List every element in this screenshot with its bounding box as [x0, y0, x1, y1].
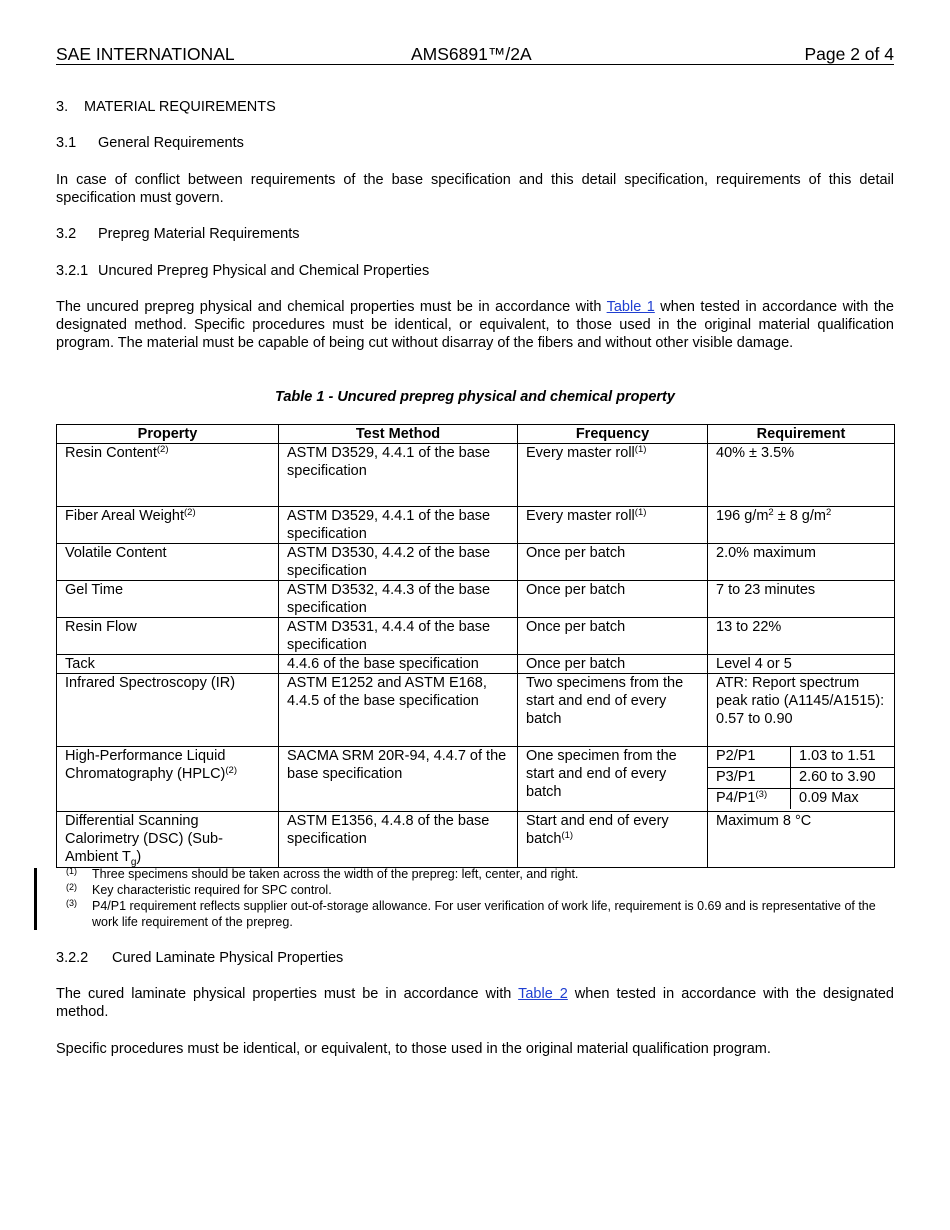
- section-3-heading: [56, 98, 276, 116]
- subtable-row: [708, 747, 894, 768]
- column-header-property: Property: [57, 425, 279, 444]
- cell-frequency: Once per batch: [518, 655, 708, 674]
- ratio-label: P2/P1: [708, 747, 791, 768]
- cell-method: ASTM E1356, 4.4.8 of the base specification: [279, 812, 518, 868]
- table-row: [57, 544, 895, 581]
- cell-frequency: [518, 444, 708, 507]
- footnote-mark: (1): [66, 866, 77, 876]
- cell-text: Start and end of every batch: [526, 813, 669, 847]
- section-3-2-1-text: [56, 298, 894, 352]
- cell-frequency: Once per batch: [518, 618, 708, 655]
- table-1-caption: Table 1 - Uncured prepreg physical and chemical property: [275, 389, 675, 405]
- cell-requirement: ATR: Report spectrum peak ratio (A1145/A1515): 0.57 to 0.90: [708, 674, 895, 747]
- footnote: [56, 898, 894, 930]
- table-row: [57, 618, 895, 655]
- section-number: 3.: [56, 99, 69, 115]
- table-1-link[interactable]: Table 1: [606, 299, 655, 315]
- footnote-mark: (3): [66, 898, 77, 908]
- cell-property: Gel Time: [57, 581, 279, 618]
- table-row: [57, 747, 895, 812]
- section-3-1-text: In case of conflict between requirements of the base specification and this detail specification, requirements of this detail specification must govern.: [56, 172, 894, 206]
- table-2-link[interactable]: Table 2: [518, 986, 568, 1002]
- cell-method: ASTM D3529, 4.4.1 of the base specification: [279, 507, 518, 544]
- cell-frequency: Once per batch: [518, 581, 708, 618]
- ratio-value: 0.09 Max: [799, 790, 859, 806]
- footnote-text: Three specimens should be taken across the width of the prepreg: left, center, and right.: [92, 867, 579, 881]
- footnote-ref: (1): [634, 507, 647, 518]
- cell-text: Fiber Areal Weight: [65, 508, 185, 524]
- superscript: 2: [825, 507, 832, 518]
- cell-property: Tack: [57, 655, 279, 674]
- header-org: SAE INTERNATIONAL: [56, 44, 235, 64]
- footnote-ref: (2): [156, 444, 169, 455]
- section-title: General Requirements: [98, 135, 244, 151]
- section-3-2-heading: [56, 225, 299, 243]
- cell-text: P4/P1: [716, 790, 756, 806]
- cell-method: SACMA SRM 20R-94, 4.4.7 of the base specification: [279, 747, 518, 812]
- footnote-ref: (2): [184, 507, 196, 518]
- header-doc-id: AMS6891™/2A: [411, 44, 532, 64]
- ratio-value: 2.60 to 3.90: [791, 768, 895, 789]
- section-title: Cured Laminate Physical Properties: [112, 950, 344, 966]
- section-number: 3.2: [56, 226, 77, 242]
- table-row: [57, 581, 895, 618]
- footnote-text: P4/P1 requirement reflects supplier out-of-storage allowance. For user verification of work life, requirement is 0.69 and is representative of the work life requirement of the prepreg.: [92, 899, 876, 929]
- cell-method: ASTM D3531, 4.4.4 of the base specification: [279, 618, 518, 655]
- column-header-test-method: Test Method: [279, 425, 518, 444]
- cell-frequency: Two specimens from the start and end of every batch: [518, 674, 708, 747]
- cell-requirement: 13 to 22%: [708, 618, 895, 655]
- table-row: [57, 444, 895, 507]
- footnote: [56, 866, 894, 882]
- ratio-value: 1.03 to 1.51: [791, 747, 895, 768]
- cell-text: Resin Content: [65, 445, 157, 461]
- table-header-row: [57, 425, 895, 444]
- cell-requirement: [708, 507, 895, 544]
- cell-frequency: Once per batch: [518, 544, 708, 581]
- cell-text: Every master roll: [526, 445, 635, 461]
- section-3-2-2-text: [56, 985, 894, 1021]
- cell-method: ASTM D3529, 4.4.1 of the base specification: [279, 444, 518, 507]
- section-3-2-1-heading: [56, 262, 429, 280]
- hplc-subtable: [708, 747, 894, 809]
- section-number: 3.2.2: [56, 950, 89, 966]
- cell-requirement: Level 4 or 5: [708, 655, 895, 674]
- cell-property: [57, 812, 279, 868]
- text-run: The uncured prepreg physical and chemical properties must be in accordance with: [56, 299, 602, 315]
- cell-requirement: 40% ± 3.5%: [708, 444, 895, 507]
- footnote-ref: (1): [634, 444, 647, 455]
- table-row: [57, 655, 895, 674]
- text-run: when tested in accordance with the designated method.: [56, 986, 894, 1020]
- section-title: Uncured Prepreg Physical and Chemical Properties: [98, 263, 430, 279]
- cell-frequency: [518, 507, 708, 544]
- table-footnotes: [56, 866, 894, 930]
- section-number: 3.2.1: [56, 263, 89, 279]
- revision-change-bar: [34, 868, 37, 930]
- footnote-text: Key characteristic required for SPC control.: [92, 883, 332, 897]
- section-title: MATERIAL REQUIREMENTS: [84, 99, 276, 115]
- cell-method: ASTM E1252 and ASTM E168, 4.4.5 of the base specification: [279, 674, 518, 747]
- cell-text: 196 g/m: [716, 508, 769, 524]
- column-header-requirement: Requirement: [708, 425, 895, 444]
- footnote-ref: (2): [225, 765, 237, 776]
- cell-frequency: One specimen from the start and end of every batch: [518, 747, 708, 812]
- section-title: Prepreg Material Requirements: [98, 226, 300, 242]
- cell-text: High-Performance Liquid Chromatography (HPLC): [65, 748, 226, 782]
- table-row: [57, 674, 895, 747]
- cell-property: Resin Flow: [57, 618, 279, 655]
- section-number: 3.1: [56, 135, 77, 151]
- subtable-row: [708, 789, 894, 810]
- section-3-2-2-text-2: Specific procedures must be identical, or equivalent, to those used in the original material qualification program.: [56, 1041, 771, 1057]
- section-3-2-2-heading: [56, 949, 343, 967]
- cell-method: ASTM D3532, 4.4.3 of the base specification: [279, 581, 518, 618]
- footnote-mark: (2): [66, 882, 77, 892]
- cell-property: [57, 507, 279, 544]
- table-row: [57, 507, 895, 544]
- cell-text: Differential Scanning Calorimetry (DSC) (Sub-Ambient T: [65, 813, 223, 865]
- footnote-ref: (1): [561, 830, 574, 841]
- superscript: 2: [768, 507, 774, 518]
- cell-property: Infrared Spectroscopy (IR): [57, 674, 279, 747]
- cell-frequency: [518, 812, 708, 868]
- page-header: [56, 44, 894, 65]
- cell-property: [57, 747, 279, 812]
- footnote: [56, 882, 894, 898]
- ratio-label: [708, 789, 791, 810]
- cell-method: ASTM D3530, 4.4.2 of the base specification: [279, 544, 518, 581]
- cell-requirement: Maximum 8 °C: [708, 812, 895, 868]
- header-page-number: Page 2 of 4: [804, 44, 894, 64]
- cell-property: [57, 444, 279, 507]
- section-3-1-heading: [56, 134, 244, 152]
- cell-method: 4.4.6 of the base specification: [279, 655, 518, 674]
- cell-requirement: [708, 747, 895, 812]
- cell-text: ± 8 g/m: [773, 508, 826, 524]
- column-header-frequency: Frequency: [518, 425, 708, 444]
- table-row: [57, 812, 895, 868]
- footnote-ref: (3): [755, 789, 768, 800]
- cell-property: Volatile Content: [57, 544, 279, 581]
- cell-text: Every master roll: [526, 508, 635, 524]
- cell-requirement: 2.0% maximum: [708, 544, 895, 581]
- ratio-label: P3/P1: [708, 768, 791, 789]
- properties-table: [56, 424, 895, 868]
- subscript: g: [130, 856, 137, 868]
- cell-text: ): [136, 849, 142, 865]
- text-run: when tested in accordance with the designated method. Specific procedures must be identical, or equivalent, to those used in the original material qualification program. The material must be capable of being cut without disarray of the fibers and without other visible damage.: [56, 299, 894, 351]
- cell-requirement: 7 to 23 minutes: [708, 581, 895, 618]
- text-run: The cured laminate physical properties must be in accordance with: [56, 986, 512, 1002]
- subtable-row: [708, 768, 894, 789]
